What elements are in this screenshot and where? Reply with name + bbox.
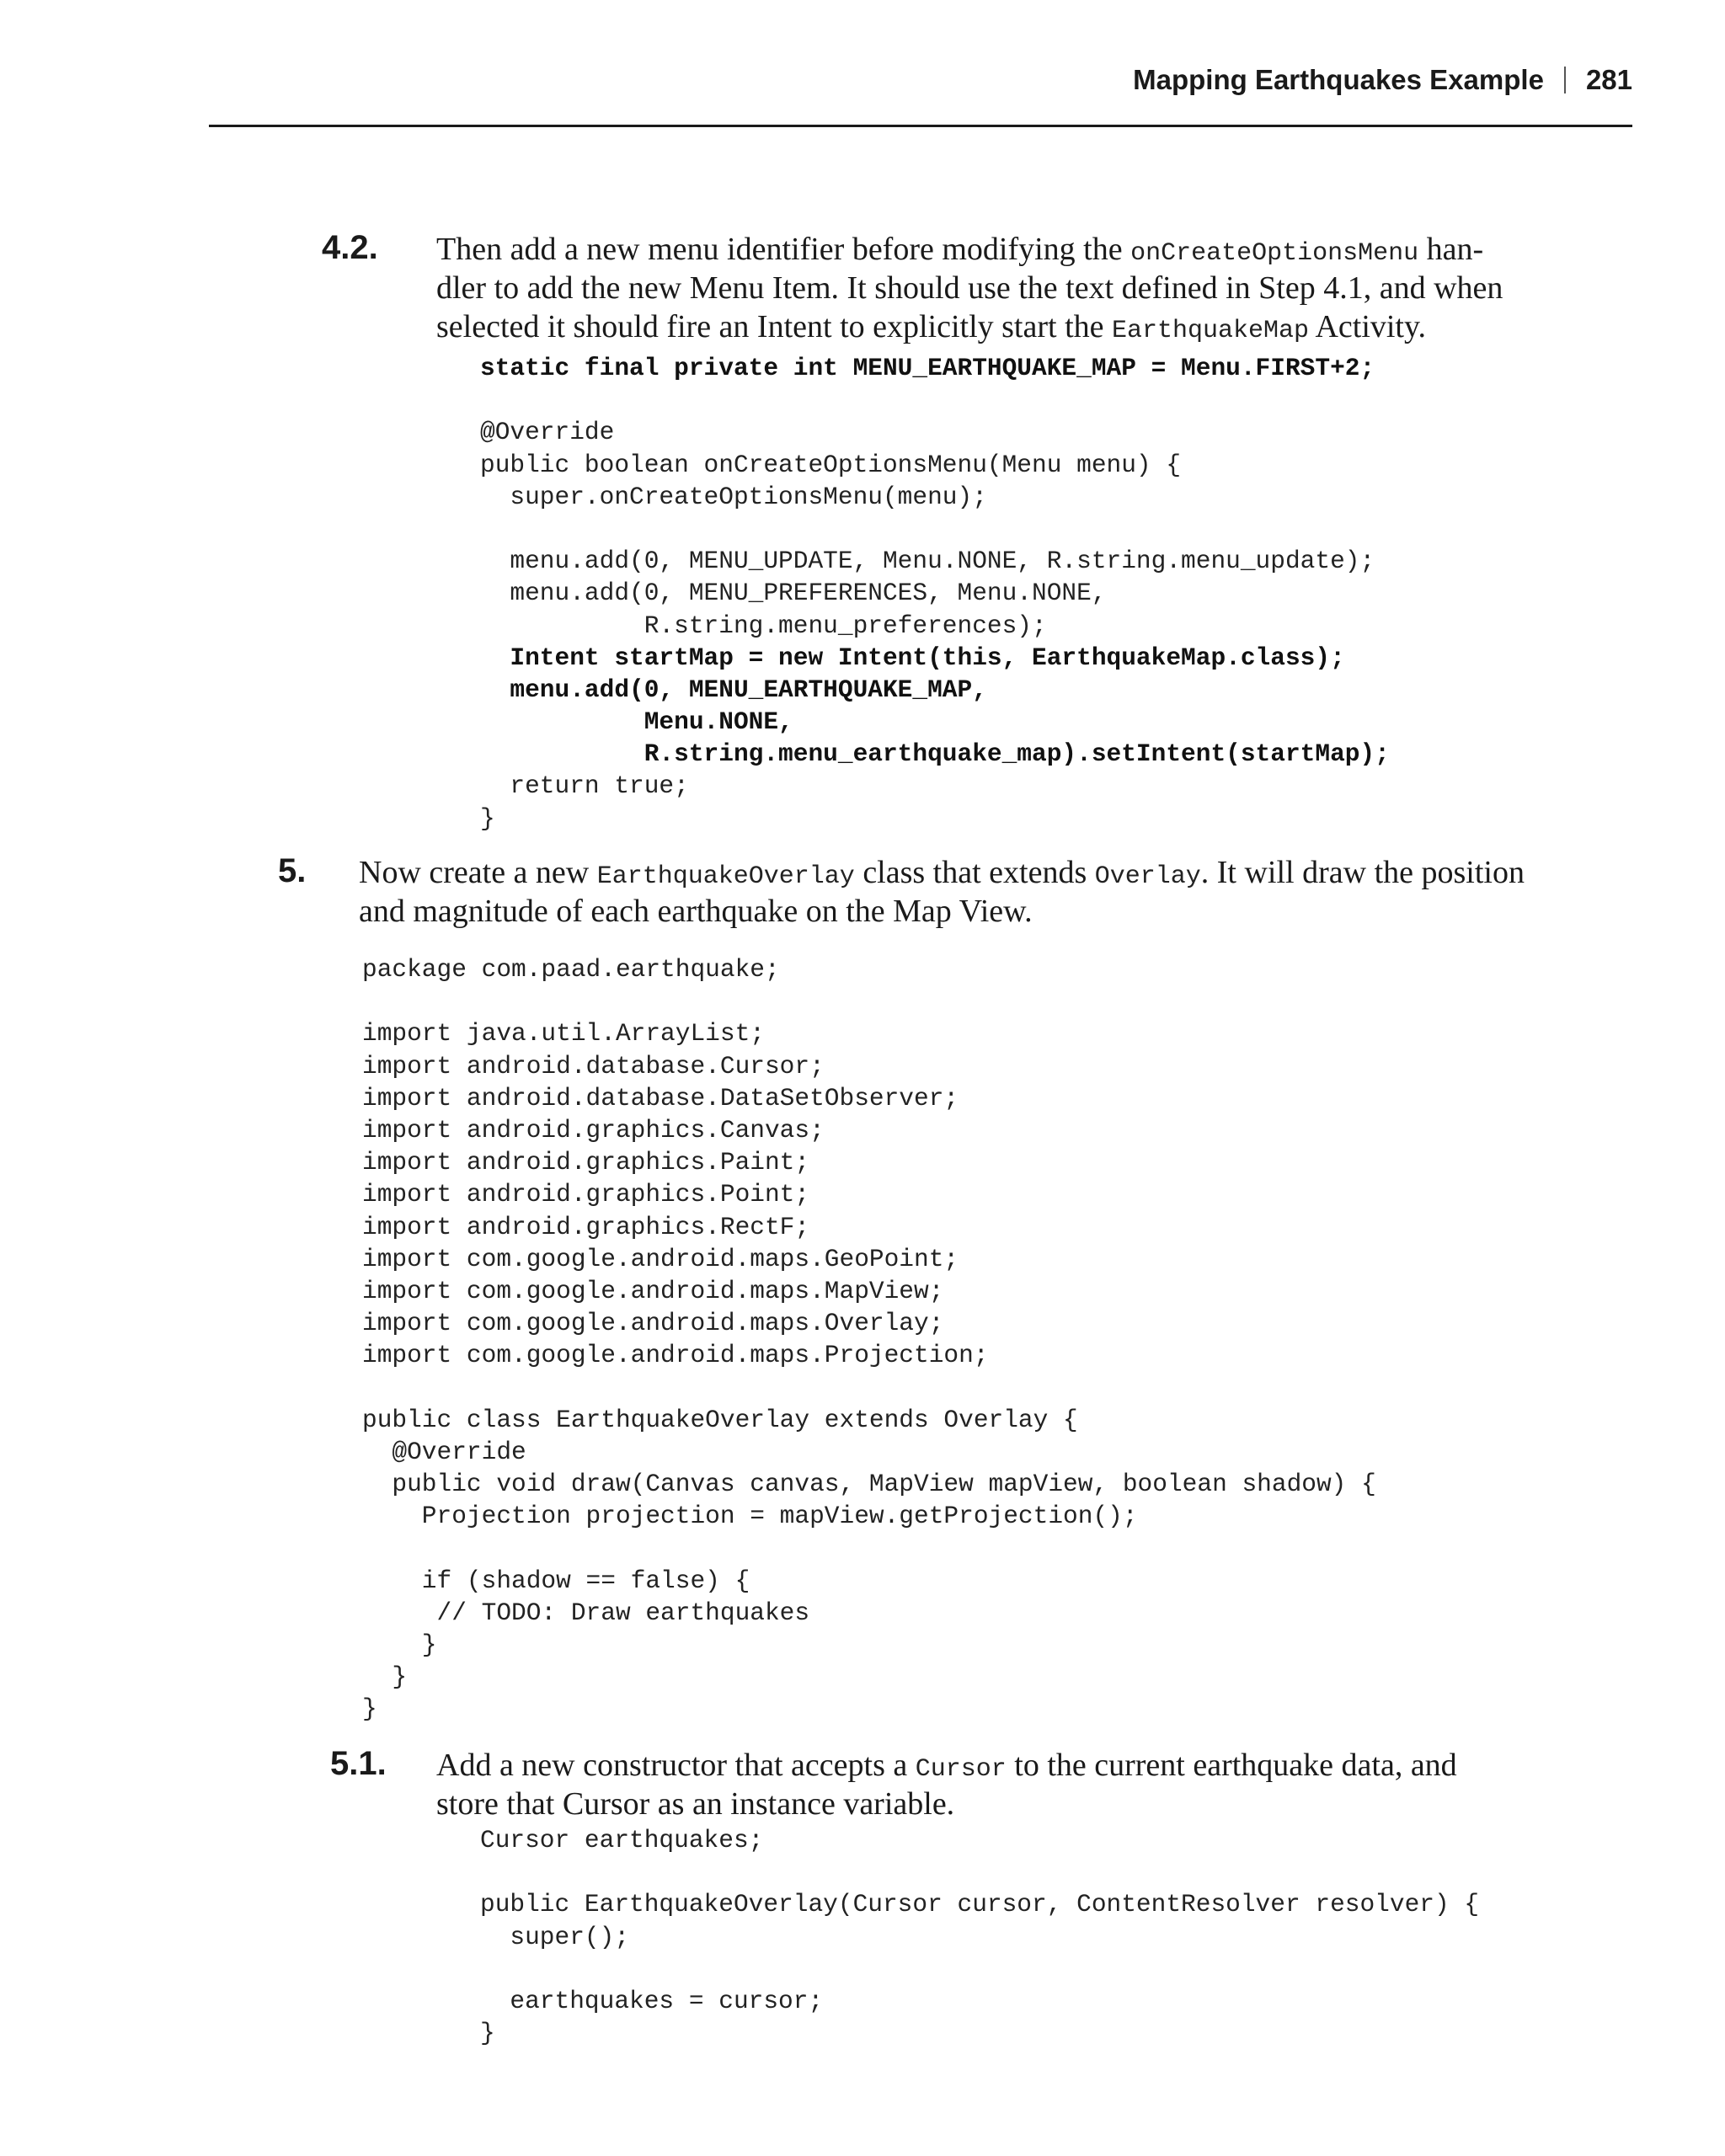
code-line: public boolean onCreateOptionsMenu(Menu menu) { xyxy=(480,450,1182,479)
text-run: to the current earthquake data, and xyxy=(1006,1748,1457,1783)
text-line xyxy=(436,307,1503,346)
text-run: Now create a new xyxy=(359,855,597,890)
code-line: super.onCreateOptionsMenu(menu); xyxy=(480,482,987,511)
code-line: import android.graphics.Paint; xyxy=(362,1148,810,1177)
code-line: import java.util.ArrayList; xyxy=(362,1019,765,1049)
text-run: han- xyxy=(1418,232,1484,267)
code-block-menu xyxy=(480,352,1390,835)
step-number-4-2: 4.2. xyxy=(322,229,378,266)
page-number: 281 xyxy=(1585,64,1632,95)
code-block-constructor xyxy=(480,1824,1479,2049)
code-line: import com.google.android.maps.Projection; xyxy=(362,1341,989,1370)
code-line xyxy=(362,985,1376,1017)
code-line: R.string.menu_earthquake_map).setIntent(startMap); xyxy=(480,739,1390,769)
code-line: menu.add(0, MENU_EARTHQUAKE_MAP, xyxy=(480,675,987,704)
code-line: } xyxy=(480,803,495,833)
code-line: public class EarthquakeOverlay extends Overlay { xyxy=(362,1405,1078,1434)
step-number-5: 5. xyxy=(278,852,307,889)
step-5-1-text xyxy=(436,1746,1457,1823)
text-run: class that extends xyxy=(854,855,1095,890)
code-line: Projection projection = mapView.getProjection(); xyxy=(362,1502,1138,1531)
code-line xyxy=(480,513,1390,545)
code-line: public EarthquakeOverlay(Cursor cursor, ContentResolver resolver) { xyxy=(480,1890,1480,1919)
code-line: import android.database.Cursor; xyxy=(362,1051,825,1081)
code-line: super(); xyxy=(480,1922,630,1951)
text-run: Activity. xyxy=(1309,309,1427,344)
text-line xyxy=(436,1785,1457,1823)
code-line: @Override xyxy=(362,1437,526,1466)
code-line: Menu.NONE, xyxy=(480,707,793,737)
text-line xyxy=(436,269,1503,307)
header-separator xyxy=(1564,67,1566,93)
code-line: static final private int MENU_EARTHQUAKE_MAP = Menu.FIRST+2; xyxy=(480,354,1375,382)
inline-code: Overlay xyxy=(1094,862,1201,891)
code-line: Cursor earthquakes; xyxy=(480,1826,764,1854)
code-line: import android.graphics.RectF; xyxy=(362,1212,810,1241)
code-line: if (shadow == false) { xyxy=(362,1566,750,1595)
text-run: . It will draw the position xyxy=(1200,855,1525,890)
code-line: import android.database.DataSetObserver; xyxy=(362,1083,959,1113)
text-run: selected it should fire an Intent to explicitly start the xyxy=(436,309,1112,344)
code-line xyxy=(362,1371,1376,1403)
code-line: import android.graphics.Canvas; xyxy=(362,1115,825,1145)
code-line: import android.graphics.Point; xyxy=(362,1180,810,1209)
code-line: @Override xyxy=(480,418,615,447)
text-run: Then add a new menu identifier before modifying the xyxy=(436,232,1131,267)
code-line: } xyxy=(362,1630,437,1659)
text-line xyxy=(436,1746,1457,1785)
code-line xyxy=(480,1953,1479,1985)
code-line: } xyxy=(362,1694,377,1724)
inline-code: EarthquakeMap xyxy=(1112,317,1310,345)
header-rule xyxy=(209,125,1632,127)
code-line: Intent startMap = new Intent(this, EarthquakeMap.class); xyxy=(480,643,1345,672)
chapter-section-title: Mapping Earthquakes Example xyxy=(1133,64,1544,95)
inline-code: onCreateOptionsMenu xyxy=(1130,239,1419,268)
code-line: } xyxy=(362,1662,408,1692)
code-line: import com.google.android.maps.GeoPoint; xyxy=(362,1244,959,1273)
code-line: menu.add(0, MENU_UPDATE, Menu.NONE, R.string.menu_update); xyxy=(480,547,1375,576)
code-line: earthquakes = cursor; xyxy=(480,1986,824,2015)
code-line: public void draw(Canvas canvas, MapView mapView, boolean shadow) { xyxy=(362,1470,1376,1498)
text-line xyxy=(359,892,1525,931)
code-line: } xyxy=(480,2019,495,2048)
inline-code: EarthquakeOverlay xyxy=(596,862,855,891)
step-5-text xyxy=(359,853,1525,931)
code-line: R.string.menu_preferences); xyxy=(480,611,1047,640)
code-block-overlay-class xyxy=(362,953,1376,1726)
code-line: import com.google.android.maps.Overlay; xyxy=(362,1309,944,1338)
step-number-5-1: 5.1. xyxy=(330,1745,387,1782)
code-line xyxy=(362,1532,1376,1564)
text-line xyxy=(359,853,1525,892)
code-line: menu.add(0, MENU_PREFERENCES, Menu.NONE, xyxy=(480,579,1107,608)
text-line xyxy=(436,230,1503,269)
code-line: import com.google.android.maps.MapView; xyxy=(362,1276,944,1305)
text-run: store that Cursor as an instance variable. xyxy=(436,1786,955,1822)
text-run: Add a new constructor that accepts a xyxy=(436,1748,916,1783)
inline-code: Cursor xyxy=(915,1755,1007,1784)
code-line: return true; xyxy=(480,771,689,801)
code-line: package com.paad.earthquake; xyxy=(362,955,780,984)
text-run: and magnitude of each earthquake on the Map View. xyxy=(359,894,1033,929)
code-line xyxy=(480,384,1390,416)
text-run: dler to add the new Menu Item. It should use the text defined in Step 4.1, and when xyxy=(436,270,1503,306)
code-line: // TODO: Draw earthquakes xyxy=(362,1598,810,1627)
step-4-2-text xyxy=(436,230,1503,346)
code-line xyxy=(480,1856,1479,1888)
running-header xyxy=(211,59,1632,101)
